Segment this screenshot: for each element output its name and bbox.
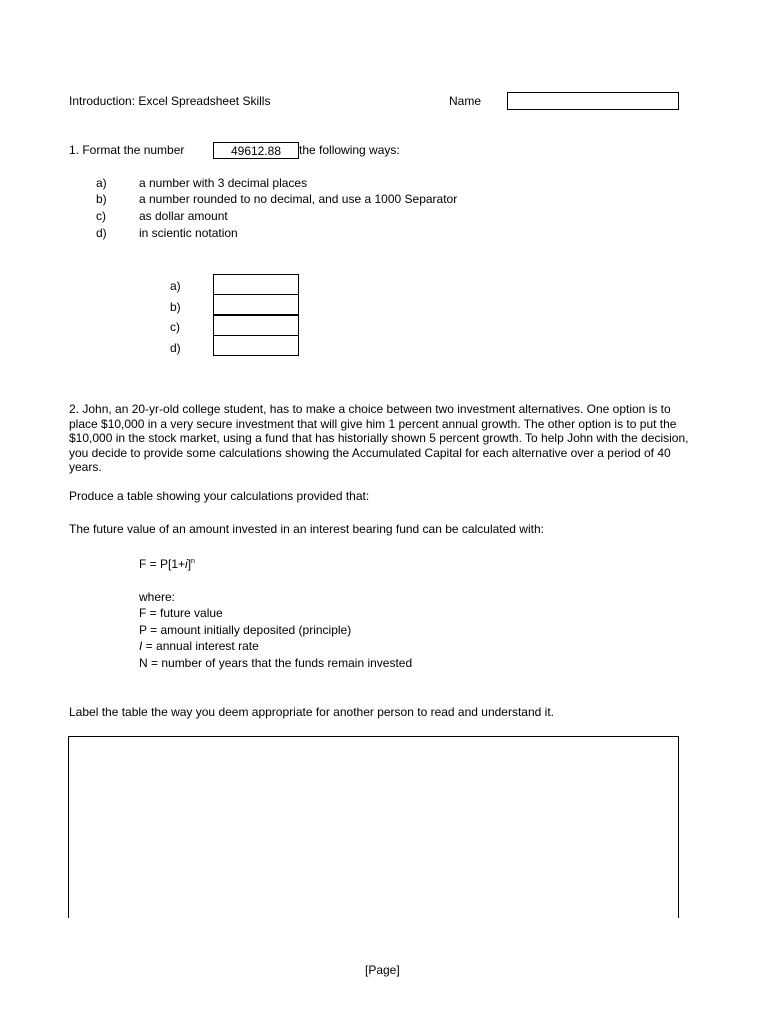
definition-item [139,639,259,653]
q1-prefix: 1. Format the number [69,143,185,157]
formula-exponent: n [191,558,195,565]
definition-item [139,606,223,620]
q2-produce: Produce a table showing your calculations provided that: [69,489,370,503]
worksheet-title: Introduction: Excel Spreadsheet Skills [69,94,271,108]
formula-prefix: F = P[1+ [139,557,186,571]
name-field[interactable] [507,92,679,110]
answer-label: c) [170,320,180,334]
q1-item-text: as dollar amount [139,209,228,223]
answer-cell-c[interactable] [213,315,299,336]
q2-paragraph: 2. John, an 20-yr-old college student, has to make a choice between two investment alternatives. One option is to place $10,000 in a very secure investment that will give him 1 percent annual growth. The other option is to put the $10,000 in the stock market, using a fund that has historially shown 5 percent growth. To help John with the decision, you decide to provide some calculations showing the Accumulated Capital for each alternative over a period of 40 years. [69,402,689,474]
q1-item-text: a number rounded to no decimal, and use a 1000 Separator [139,192,458,206]
name-label: Name [449,94,482,108]
answer-cell-b[interactable] [213,294,299,315]
definition-item [139,656,412,670]
definition-text: F = future value [139,606,223,620]
where-label: where: [139,590,176,604]
q1-suffix: the following ways: [299,143,400,157]
q1-item-letter: b) [96,192,107,206]
q2-future-value-intro: The future value of an amount invested in an interest bearing fund can be calculated with: [69,522,544,536]
answer-label: b) [170,300,181,314]
answer-cell-d[interactable] [213,335,299,356]
formula [139,557,195,571]
definition-text: N = number of years that the funds remain invested [139,656,413,670]
q1-item-letter: d) [96,226,107,240]
q1-item-letter: c) [96,209,106,223]
definition-item [139,623,351,637]
formula-i: i [185,557,188,571]
definition-text: = annual interest rate [142,639,259,653]
definition-text: P = amount initially deposited (principle) [139,623,352,637]
q1-item-text: a number with 3 decimal places [139,176,308,190]
answer-label: d) [170,341,181,355]
q1-item-text: in scientic notation [139,226,238,240]
answer-cell-a[interactable] [213,274,299,295]
answer-label: a) [170,279,181,293]
page-footer: [Page] [365,963,400,977]
q1-item-letter: a) [96,176,107,190]
formula-suffix: ] [187,557,192,571]
answer-table-area[interactable] [68,736,679,918]
label-instruction: Label the table the way you deem appropriate for another person to read and understand it. [69,705,554,719]
q1-number-box: 49612.88 [213,142,299,159]
definition-italic: I [139,639,143,653]
